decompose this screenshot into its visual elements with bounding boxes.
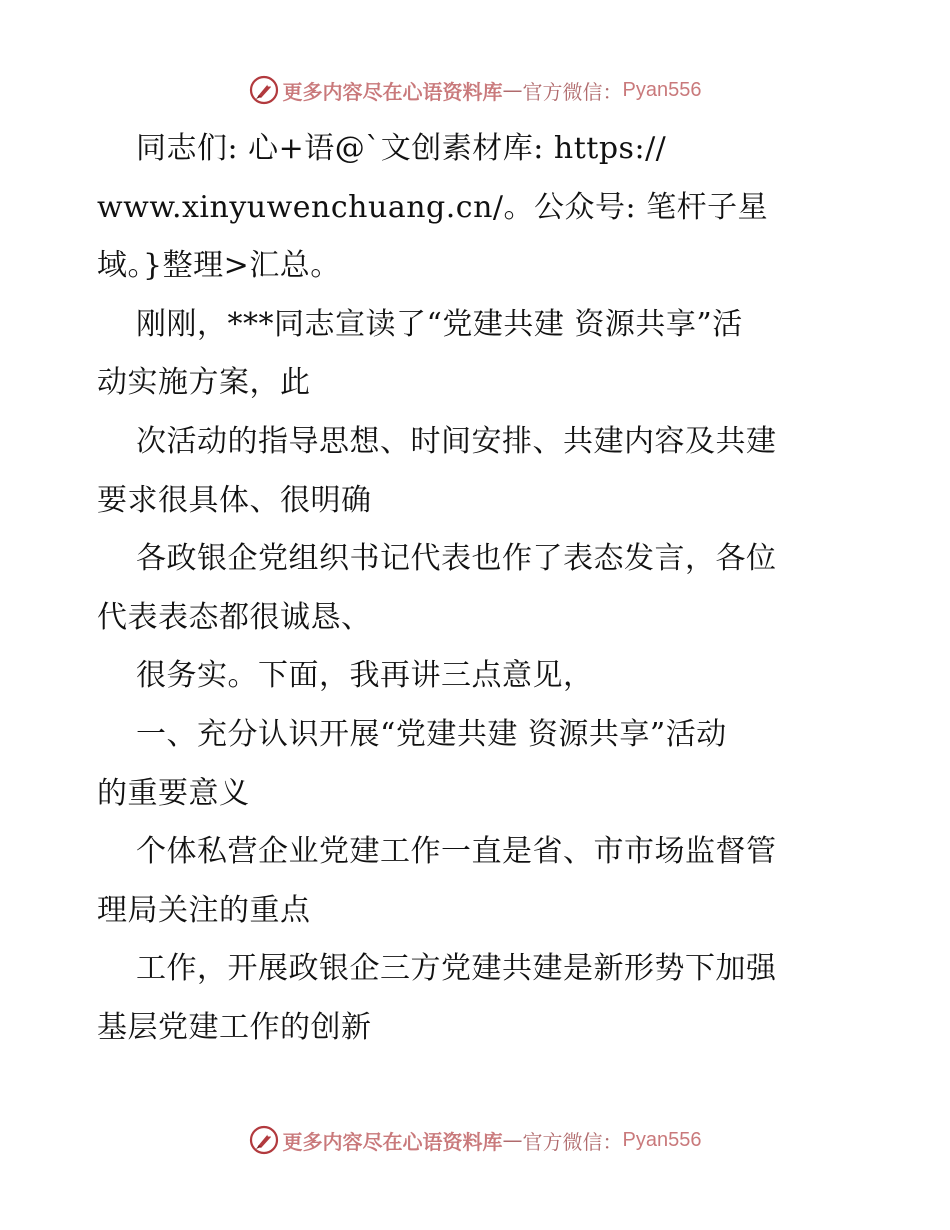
document-line: 代表表态都很诚恳、 — [97, 599, 372, 635]
banner-wechat-label: 官方微信： — [522, 79, 623, 104]
document-body — [97, 120, 857, 1058]
document-line: 域。}整理>汇总。 — [97, 248, 341, 284]
document-line: 要求很具体、很明确 — [97, 482, 372, 518]
document-line: 一、充分认识开展“党建共建 资源共享”活动 — [136, 716, 727, 752]
document-line: 同志们: 心+语@`文创素材库: https:// — [136, 131, 667, 166]
document-line: 理局关注的重点 — [97, 892, 311, 928]
banner-dash: — — [502, 1128, 523, 1152]
document-line: 个体私营企业党建工作一直是省、市市场监督管 — [136, 834, 777, 870]
banner-wechat-id: Pyan556 — [622, 1128, 702, 1151]
document-line: www.xinyuwenchuang.cn/。公众号: 笔杆子星 — [97, 189, 769, 225]
footer-watermark-banner — [0, 1122, 950, 1158]
document-line: 刚刚，***同志宣读了“党建共建 资源共享”活 — [136, 306, 743, 342]
pen-nib-logo-icon — [249, 75, 279, 105]
pen-nib-logo-icon — [249, 1125, 279, 1155]
document-line: 次活动的指导思想、时间安排、共建内容及共建 — [136, 423, 777, 459]
banner-wechat-id: Pyan556 — [622, 78, 702, 101]
banner-main-text: 更多内容尽在心语资料库 — [282, 79, 503, 104]
banner-dash: — — [502, 78, 523, 102]
document-line: 的重要意义 — [97, 775, 250, 811]
banner-main-text: 更多内容尽在心语资料库 — [282, 1129, 503, 1154]
document-line: 各政银企党组织书记代表也作了表态发言，各位 — [136, 541, 777, 577]
document-line: 很务实。下面，我再讲三点意见， — [136, 658, 594, 694]
document-line: 动实施方案，此 — [97, 365, 311, 401]
banner-wechat-label: 官方微信： — [522, 1129, 623, 1154]
document-line: 工作，开展政银企三方党建共建是新形势下加强 — [136, 951, 777, 987]
header-watermark-banner — [0, 72, 950, 108]
document-line: 基层党建工作的创新 — [97, 1009, 372, 1045]
